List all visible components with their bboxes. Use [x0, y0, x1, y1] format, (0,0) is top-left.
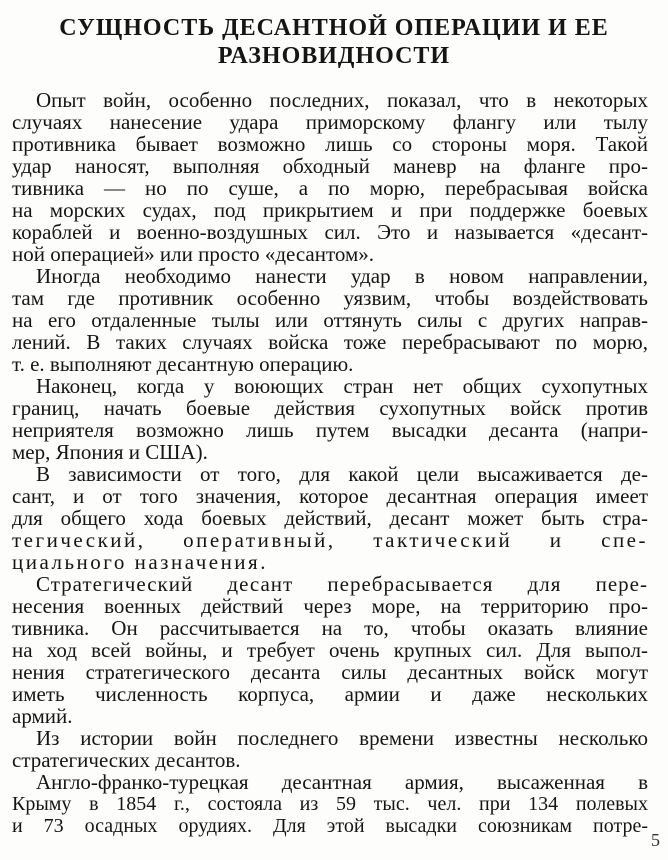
text-line: на его отдаленные тылы или оттянуть силы с других направ- — [12, 308, 648, 332]
text-line: удар наносят, выполняя обходный маневр на фланге про- — [12, 154, 648, 178]
text-line: т. е. выполняют десантную операцию. — [12, 352, 354, 376]
text-line: ной операцией» или просто «десантом». — [12, 242, 375, 266]
text-line: там где противник особенно уязвим, чтобы воздействовать — [12, 286, 648, 310]
text-line: тегический, оперативный, тактический и спе- — [12, 528, 648, 552]
text-line: Из истории войн последнего времени известны несколько — [36, 726, 648, 750]
text-line: лений. В таких случаях войска тоже перебрасывают по морю, — [12, 330, 648, 354]
text-line: тивника — но по суше, а по морю, перебрасывая войска — [12, 176, 648, 200]
chapter-title-line-2: РАЗНОВИДНОСТИ — [217, 43, 451, 69]
chapter-title-line-1: СУЩНОСТЬ ДЕСАНТНОЙ ОПЕРАЦИИ И ЕЕ — [59, 15, 609, 41]
text-line: Крыму в 1854 г., состояла из 59 тыс. чел. при 134 полевых — [12, 793, 648, 815]
text-line: Стратегический десант перебрасывается для пере- — [36, 572, 648, 596]
text-line: мер, Япония и США). — [12, 440, 208, 464]
text-line: случаях нанесение удара приморскому флангу или тылу — [12, 110, 648, 134]
text-line: противника бывает возможно лишь со стороны моря. Такой — [12, 132, 648, 156]
text-line: кораблей и военно-воздушных сил. Это и называется «десант- — [12, 220, 648, 244]
text-line: армий. — [12, 704, 73, 728]
page-number: 5 — [651, 830, 660, 850]
text-line: на морских судах, под прикрытием и при поддержке боевых — [12, 198, 648, 222]
text-line: сант, и от того значения, которое десантная операция имеет — [12, 484, 648, 508]
text-line: Наконец, когда у воюющих стран нет общих сухопутных — [36, 374, 648, 398]
text-line: Иногда необходимо нанести удар в новом направлении, — [36, 264, 648, 288]
text-line: для общего хода боевых действий, десант может быть стра- — [12, 506, 648, 530]
text-line: циального назначения. — [12, 550, 268, 574]
text-line: нения стратегического десанта силы десантных войск могут — [12, 660, 648, 684]
text-line: стратегических десантов. — [12, 748, 241, 772]
text-line: несения военных действий через море, на территорию про- — [12, 594, 648, 618]
text-line: неприятеля возможно лишь путем высадки десанта (напри- — [12, 418, 648, 442]
text-line: границ, начать боевые действия сухопутных войск против — [12, 396, 648, 420]
text-line: иметь численность корпуса, армии и даже нескольких — [12, 682, 648, 706]
text-line: на ход всей войны, и требует очень крупных сил. Для выпол- — [12, 638, 648, 662]
text-line: тивника. Он рассчитывается на то, чтобы оказать влияние — [12, 616, 648, 640]
text-line: Англо-франко-турецкая десантная армия, высаженная в — [36, 770, 648, 794]
text-line: Опыт войн, особенно последних, показал, что в некоторых — [36, 88, 648, 112]
text-line: и 73 осадных орудиях. Для этой высадки союзникам потре- — [12, 815, 648, 837]
text-line: В зависимости от того, для какой цели высаживается де- — [36, 462, 648, 486]
